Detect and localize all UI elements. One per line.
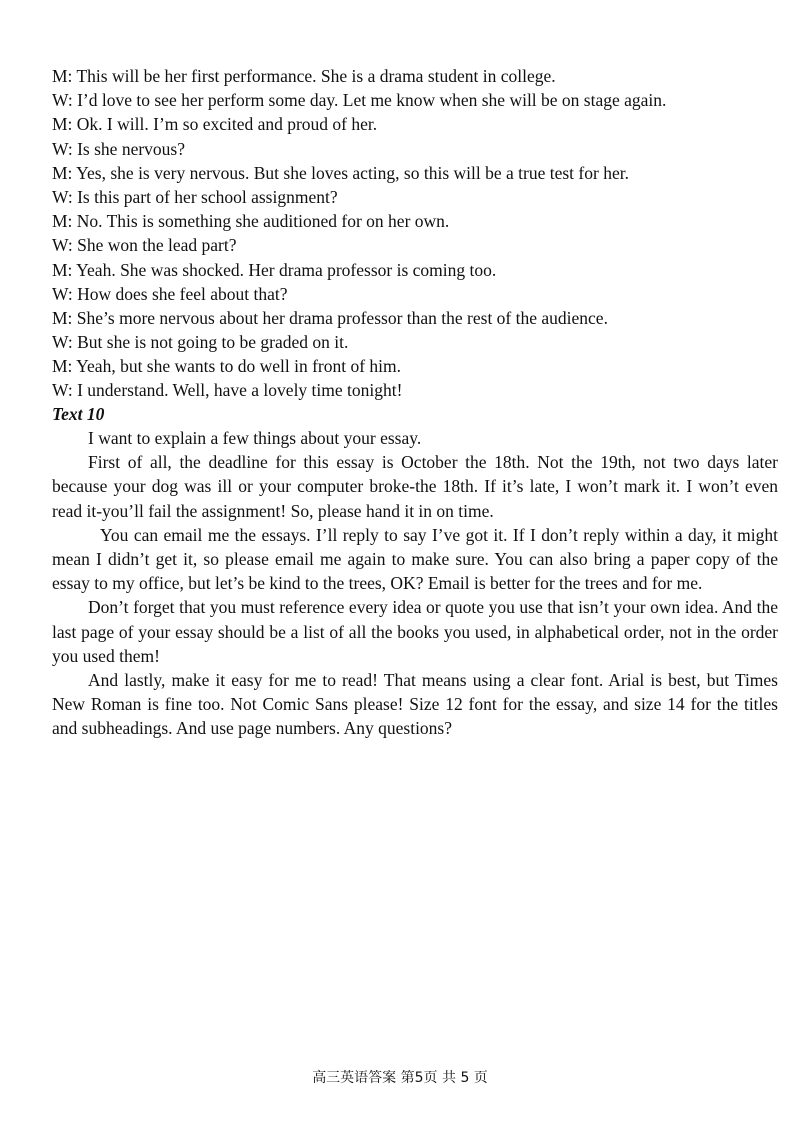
dialogue-line: M: She’s more nervous about her drama professor than the rest of the audience. <box>52 307 608 328</box>
dialogue-line: M: Yeah, but she wants to do well in front of him. <box>52 356 402 377</box>
dialogue-line: W: Is this part of her school assignment? <box>52 186 338 207</box>
dialogue-line: M: No. This is something she auditioned for on her own. <box>52 211 450 232</box>
passage-paragraph: Don’t forget that you must reference every idea or quote you use that isn’t your own idea. And the last page of your essay should be a list of all the books you used, in alphabetical order, not in the order you used them! <box>52 597 778 666</box>
passage-paragraph: You can email me the essays. I’ll reply to say I’ve got it. If I don’t reply within a day, it might mean I didn’t get it, so please email me again to make sure. You can also bring a paper copy of the essay to my office, but let’s be kind to the trees, OK? Email is better for the trees and for me. <box>52 524 778 594</box>
dialogue-line: W: I understand. Well, have a lovely time tonight! <box>52 380 403 401</box>
dialogue-transcript <box>52 64 752 403</box>
section-heading-text-10: Text 10 <box>52 404 105 424</box>
dialogue-line: W: How does she feel about that? <box>52 283 288 304</box>
passage-paragraph: First of all, the deadline for this essay is October the 18th. Not the 19th, not two days later because your dog was ill or your computer broke-the 18th. If it’s late, I won’t mark it. I won’t even read it-you’ll fail the assignment! So, please hand it in on time. <box>52 452 778 521</box>
dialogue-line: M: Yes, she is very nervous. But she loves acting, so this will be a true test for her. <box>52 162 629 183</box>
dialogue-line: M: This will be her first performance. She is a drama student in college. <box>52 66 556 86</box>
dialogue-line: W: Is she nervous? <box>52 138 185 159</box>
dialogue-line: M: Yeah. She was shocked. Her drama professor is coming too. <box>52 259 497 280</box>
text-10-passage <box>52 426 778 741</box>
passage-paragraph: And lastly, make it easy for me to read! That means using a clear font. Arial is best, but Times New Roman is fine too. Not Comic Sans please! Size 12 font for the essay, and size 14 for the titles and subheadings. And use page numbers. Any questions? <box>52 670 778 739</box>
page-footer: 高三英语答案 第5页 共 5 页 <box>312 1070 488 1086</box>
dialogue-line: W: She won the lead part? <box>52 235 237 256</box>
dialogue-line: W: But she is not going to be graded on it. <box>52 332 349 353</box>
passage-paragraph: I want to explain a few things about your essay. <box>88 428 422 448</box>
dialogue-line: W: I’d love to see her perform some day. Let me know when she will be on stage again. <box>52 90 667 111</box>
dialogue-line: M: Ok. I will. I’m so excited and proud of her. <box>52 114 378 135</box>
